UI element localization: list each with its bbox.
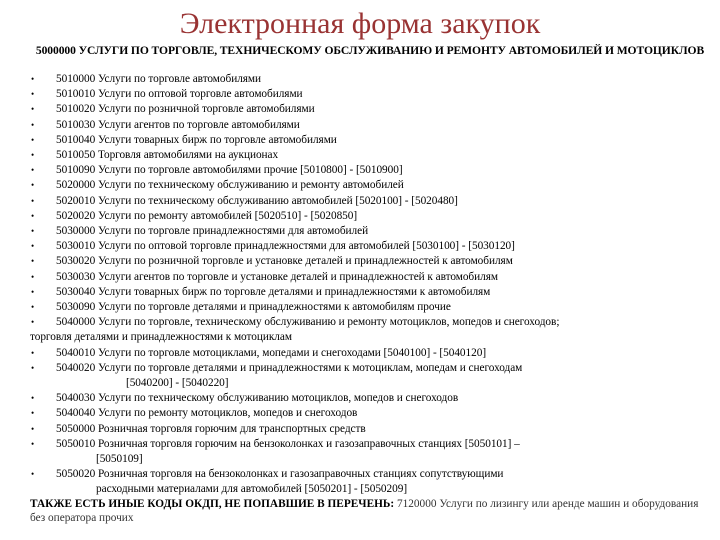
bullet-icon: • xyxy=(31,317,35,328)
bullet-icon: • xyxy=(31,119,35,130)
list-item xyxy=(0,422,700,437)
bullet-icon: • xyxy=(31,195,35,206)
bullet-icon: • xyxy=(31,210,35,221)
list-item-text: 5010010 Услуги по оптовой торговле автомобилями xyxy=(56,88,303,101)
list-item-continuation: [5040200] - [5040220] xyxy=(126,377,229,390)
list-item-text: 5030010 Услуги по оптовой торговле принадлежностями для автомобилей [5030100] - [5030120] xyxy=(56,240,515,253)
list-item xyxy=(0,102,700,117)
bullet-icon: • xyxy=(31,104,35,115)
list-item xyxy=(0,391,700,406)
code-list xyxy=(0,72,700,498)
bullet-icon: • xyxy=(31,393,35,404)
list-item xyxy=(0,209,700,224)
bullet-icon: • xyxy=(31,271,35,282)
list-item-text: 5030000 Услуги по торговле принадлежностями для автомобилей xyxy=(56,225,369,238)
list-item-text: 5020000 Услуги по техническому обслуживанию и ремонту автомобилей xyxy=(56,179,404,192)
bullet-icon: • xyxy=(31,286,35,297)
list-item-text: 5050000 Розничная торговля горючим для транспортных средств xyxy=(56,422,366,435)
bullet-icon: • xyxy=(31,362,35,373)
list-item xyxy=(0,406,700,421)
bullet-icon: • xyxy=(31,89,35,100)
list-item-text: 5040020 Услуги по торговле деталями и принадлежностями к мотоциклам, мопедам и снегоходам xyxy=(56,361,523,374)
list-item xyxy=(0,361,700,391)
list-item xyxy=(0,239,700,254)
list-item-text: 5050020 Розничная торговля на бензоколонках и газозаправочных станциях сопутствующими xyxy=(56,468,504,481)
bullet-icon: • xyxy=(31,180,35,191)
list-item-text: 5010030 Услуги агентов по торговле автомобилями xyxy=(56,118,300,131)
list-item xyxy=(0,346,700,361)
list-item-text: 5030020 Услуги по розничной торговле и установке деталей и принадлежностей к автомобилям xyxy=(56,255,513,268)
list-item-text: 5030030 Услуги агентов по торговле и установке деталей и принадлежностей к автомобилям xyxy=(56,270,498,283)
list-item xyxy=(0,87,700,102)
list-item xyxy=(0,300,700,315)
bullet-icon: • xyxy=(31,134,35,145)
footer-note xyxy=(30,497,706,525)
list-item xyxy=(0,148,700,163)
list-item-text: 5010050 Торговля автомобилями на аукционах xyxy=(56,149,279,162)
list-item xyxy=(0,118,700,133)
list-item-continuation: расходными материалами для автомобилей [5050201] - [5050209] xyxy=(96,483,408,496)
bullet-icon: • xyxy=(31,469,35,480)
list-item-continuation: торговля деталями и принадлежностями к мотоциклам xyxy=(30,331,292,344)
list-item-text: 5030040 Услуги товарных бирж по торговле деталями и принадлежностями к автомобилям xyxy=(56,285,491,298)
bullet-icon: • xyxy=(31,302,35,313)
bullet-icon: • xyxy=(31,438,35,449)
bullet-icon: • xyxy=(31,74,35,84)
list-item xyxy=(0,285,700,300)
list-item xyxy=(0,254,700,269)
list-item-text: 5030090 Услуги по торговле деталями и принадлежностями к автомобилям прочие xyxy=(56,301,451,314)
list-item-text: 5050010 Розничная торговля горючим на бензоколонках и газозаправочных станциях [5050101] – xyxy=(56,437,520,450)
bullet-icon: • xyxy=(31,150,35,161)
footer-extra: 7120000 Услуги по лизингу или аренде машин и оборудования без оператора прочих xyxy=(30,498,699,524)
bullet-icon: • xyxy=(31,226,35,237)
list-item xyxy=(0,133,700,148)
list-item xyxy=(0,72,700,87)
list-item-text: 5020010 Услуги по техническому обслуживанию автомобилей [5020100] - [5020480] xyxy=(56,194,458,207)
list-item xyxy=(0,315,700,345)
footer-lead: ТАКЖЕ ЕСТЬ ИНЫЕ КОДЫ ОКДП, НЕ ПОПАВШИЕ В ПЕРЕЧЕНЬ: xyxy=(30,498,395,510)
bullet-icon: • xyxy=(31,241,35,252)
list-item-text: 5010020 Услуги по розничной торговле автомобилями xyxy=(56,103,315,116)
bullet-icon: • xyxy=(31,347,35,358)
list-item xyxy=(0,163,700,178)
list-item-text: 5040040 Услуги по ремонту мотоциклов, мопедов и снегоходов xyxy=(56,407,358,420)
list-item xyxy=(0,437,700,467)
list-item xyxy=(0,270,700,285)
list-item-text: 5040000 Услуги по торговле, техническому обслуживанию и ремонту мотоциклов, мопедов и снегоходов; xyxy=(56,316,560,329)
list-item-text: 5010040 Услуги товарных бирж по торговле автомобилями xyxy=(56,133,337,146)
bullet-icon: • xyxy=(31,423,35,434)
list-item xyxy=(0,178,700,193)
bullet-icon: • xyxy=(31,256,35,267)
bullet-icon: • xyxy=(31,408,35,419)
section-heading: 5000000 УСЛУГИ ПО ТОРГОВЛЕ, ТЕХНИЧЕСКОМУ ОБСЛУЖИВАНИЮ И РЕМОНТУ АВТОМОБИЛЕЙ И МОТОЦИКЛОВ xyxy=(35,44,705,57)
list-item xyxy=(0,467,700,497)
list-item-continuation: [5050109] xyxy=(96,453,143,466)
bullet-icon: • xyxy=(31,165,35,176)
list-item-text: 5040030 Услуги по техническому обслуживанию мотоциклов, мопедов и снегоходов xyxy=(56,392,459,405)
list-item-text: 5040010 Услуги по торговле мотоциклами, мопедами и снегоходами [5040100] - [5040120] xyxy=(56,346,487,359)
list-item xyxy=(0,194,700,209)
list-item-text: 5020020 Услуги по ремонту автомобилей [5020510] - [5020850] xyxy=(56,209,358,222)
list-item xyxy=(0,224,700,239)
list-item-text: 5010000 Услуги по торговле автомобилями xyxy=(56,73,262,85)
list-item-text: 5010090 Услуги по торговле автомобилями прочие [5010800] - [5010900] xyxy=(56,164,403,177)
page-title: Электронная форма закупок xyxy=(179,7,541,40)
